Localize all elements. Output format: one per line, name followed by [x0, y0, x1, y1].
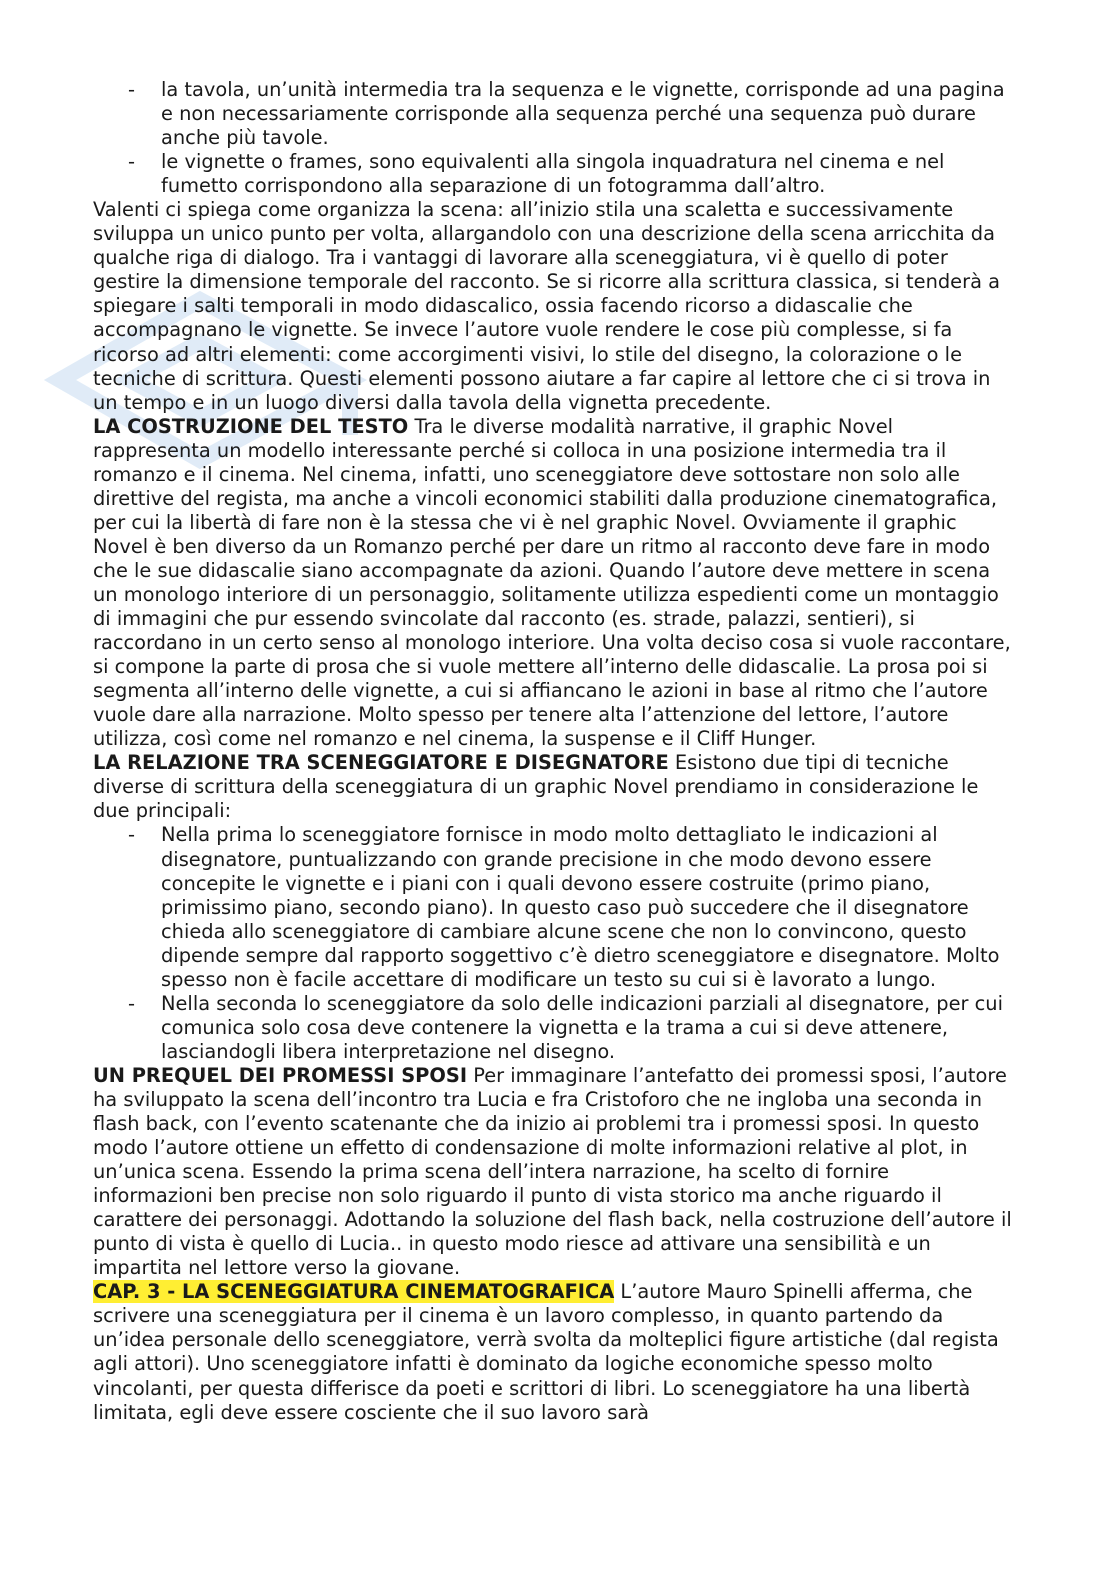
- bullet-dash: -: [128, 823, 135, 847]
- section-cap3: [93, 1280, 1013, 1424]
- chapter-heading-highlighted: CAP. 3 - LA SCENEGGIATURA CINEMATOGRAFICA: [93, 1280, 615, 1304]
- section-heading: LA COSTRUZIONE DEL TESTO: [93, 414, 409, 438]
- section-relazione: [93, 751, 1013, 823]
- list-item: [93, 150, 1013, 198]
- section-text: Esistono due tipi di tecniche diverse di scrittura della sceneggiatura di un graphic Novel prendiamo in considerazione le due principali:: [93, 751, 979, 823]
- section-prequel: [93, 1064, 1013, 1280]
- section-text: Tra le diverse modalità narrative, il graphic Novel rappresenta un modello interessante perché si colloca in una posizione intermedia tra il romanzo e il cinema. Nel cinema, infatti, uno sceneggiatore deve sottostare non solo alle direttive del regista, ma anche a vincoli economici stabiliti dalla produzione cinematografica, per cui la libertà di fare non è la stessa che vi è nel graphic Novel. Ovviamente il graphic Novel è ben diverso da un Romanzo perché per dare un ritmo al racconto deve fare in modo che le sue didascalie siano accompagnate da azioni. Quando l’autore deve mettere in scena un monologo interiore di un personaggio, solitamente utilizza espedienti come un montaggio di immagini che pur essendo svincolate dal racconto (es. strade, palazzi, sentieri), si raccordano in un certo senso al monologo interiore. Una volta deciso cosa si vuole raccontare, si compone la parte di prosa che si vuole mettere all’interno delle didascalie. La prosa poi si segmenta all’interno delle vignette, a cui si affiancano le azioni in base al ritmo che l’autore vuole dare alla narrazione. Molto spesso per tenere alta l’attenzione del lettore, l’autore utilizza, così come nel romanzo e nel cinema, la suspense e il Cliff Hunger.: [93, 414, 1011, 751]
- section-costruzione: [93, 415, 1013, 752]
- document-page: [93, 78, 1013, 1425]
- section-text: Per immaginare l’antefatto dei promessi sposi, l’autore ha sviluppato la scena dell’incontro tra Lucia e fra Cristoforo che ne ingloba una seconda in flash back, con l’evento scatenante che da inizio ai problemi tra i promessi sposi. In questo modo l’autore ottiene un effetto di condensazione di molte informazioni relative al plot, in un’unica scena. Essendo la prima scena dell’intera narrazione, ha scelto di fornire informazioni ben precise non solo riguardo il punto di vista storico ma anche riguardo il carattere dei personaggi. Adottando la soluzione del flash back, nella costruzione dell’autore il punto di vista è quello di Lucia.. in questo modo riesce ad attivare una sensibilità e un impartita nel lettore verso la giovane.: [93, 1063, 1012, 1280]
- list-item-text: Nella seconda lo sceneggiatore da solo delle indicazioni parziali al disegnatore, per cui comunica solo cosa deve contenere la vignetta e la trama a cui si deve attenere, lasciandogli libera interpretazione nel disegno.: [161, 991, 1003, 1063]
- section-heading: UN PREQUEL DEI PROMESSI SPOSI: [93, 1063, 468, 1087]
- list-item: [93, 992, 1013, 1064]
- section-heading: LA RELAZIONE TRA SCENEGGIATORE E DISEGNATORE: [93, 751, 669, 775]
- bullet-dash: -: [128, 78, 135, 101]
- list-item-text: la tavola, un’unità intermedia tra la sequenza e le vignette, corrisponde ad una pagina e non necessariamente corrisponde alla sequenza perché una sequenza può durare anche più tavole.: [161, 78, 1005, 150]
- section-text: L’autore Mauro Spinelli afferma, che scrivere una sceneggiatura per il cinema è un lavoro complesso, in quanto partendo da un’idea personale dello sceneggiatore, verrà svolta da molteplici figure artistiche (dal regista agli attori). Uno sceneggiatore infatti è dominato da logiche economiche spesso molto vincolanti, per questa differisce da poeti e scrittori di libri. Lo sceneggiatore ha una libertà limitata, egli deve essere cosciente che il suo lavoro sarà: [93, 1280, 999, 1424]
- list-item-text: Nella prima lo sceneggiatore fornisce in modo molto dettagliato le indicazioni al disegnatore, puntualizzando con grande precisione in che modo devono essere concepite le vignette e i piani con i quali devono essere costruite (primo piano, primissimo piano, secondo piano). In questo caso può succedere che il disegnatore chieda allo sceneggiatore di cambiare alcune scene che non lo convincono, questo dipende sempre dal rapporto soggettivo c’è dietro sceneggiatore e disegnatore. Molto spesso non è facile accettare di modificare un testo su cui si è lavorato a lungo.: [161, 823, 1000, 991]
- bullet-dash: -: [128, 150, 135, 174]
- list-item: [93, 823, 1013, 991]
- list-item: [93, 78, 1013, 150]
- bullet-dash: -: [128, 991, 135, 1015]
- paragraph-valenti: Valenti ci spiega come organizza la scena: all’inizio stila una scaletta e successivamente sviluppa un unico punto per volta, allargandolo con una descrizione della scena arricchita da qualche riga di dialogo. Tra i vantaggi di lavorare alla sceneggiatura, vi è quello di poter gestire la dimensione temporale del racconto. Se si ricorre alla scrittura classica, si tenderà a spiegare i salti temporali in modo didascalico, ossia facendo ricorso a didascalie che accompagnano le vignette. Se invece l’autore vuole rendere le cose più complesse, si fa ricorso ad altri elementi: come accorgimenti visivi, lo stile del disegno, la colorazione o le tecniche di scrittura. Questi elementi possono aiutare a far capire al lettore che ci si trova in un tempo e in un luogo diversi dalla tavola della vignetta precedente.: [93, 198, 1001, 414]
- list-item-text: le vignette o frames, sono equivalenti alla singola inquadratura nel cinema e nel fumetto corrispondono alla separazione di un fotogramma dall’altro.: [161, 150, 945, 198]
